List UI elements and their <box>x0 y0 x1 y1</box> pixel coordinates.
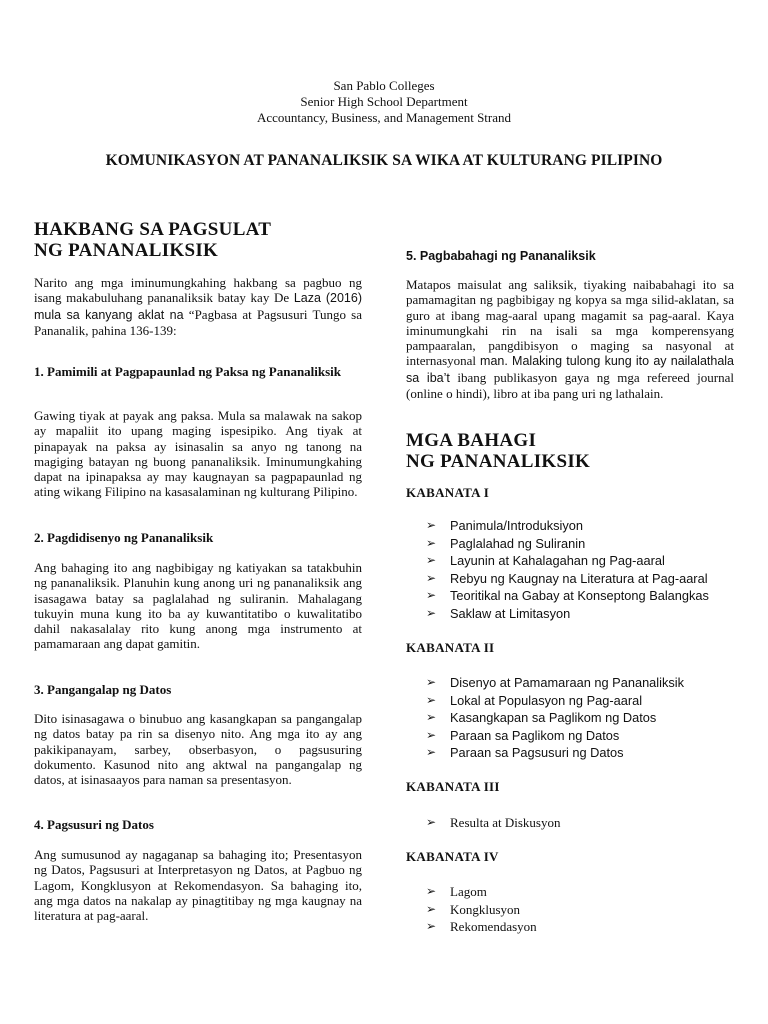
list-item: ➢ Rebyu ng Kaugnay na Literatura at Pag-aaral <box>426 570 708 586</box>
list-item: ➢ Rekomendasyon <box>426 919 537 934</box>
department-name: Senior High School Department <box>300 94 468 109</box>
parts-heading: MGA BAHAGI NG PANANALIKSIK <box>406 430 591 472</box>
arrow-bullet-icon: ➢ <box>426 570 437 585</box>
step-3-title: 3. Pangangalap ng Datos <box>34 682 172 697</box>
step-5-text: Matapos maisulat ang saliksik, tiyaking naibabahagi ito sa pamamagitan ng pagbibigay ng kopya sa mga silid-aklatan, sa guro at ibang mag-aaral upang magamit sa pag-aaral. Kaya iminumungkahi rin na isali sa mga komperensyang pampaaralan, pangdibisyon o maging sa nasyonal at internasyonal man. Malaking tulong kung ito ay nailalathala sa iba’t ibang publikasyon gaya ng mga refereed journal (online o hindi), libro at iba pang uri ng lathalain. <box>406 277 735 402</box>
arrow-bullet-icon: ➢ <box>426 675 437 689</box>
list-item: ➢ Paglalahad ng Suliranin <box>426 535 586 551</box>
list-item: ➢ Teoritikal na Gabay at Konseptong Balangkas <box>426 588 709 603</box>
school-name: San Pablo Colleges <box>333 78 435 93</box>
step-3-text: Dito isinasagawa o binubuo ang kasangkapan sa pangangalap ng datos batay pa rin sa disenyo nito. Ang mga ito ay ang pakikipanayam, sarbey, obserbasyon, o pagsusuring dokumento. Kasunod nito ang aktwal na pangangalap ng datos, at isinasaayos para naman sa presentasyon. <box>34 711 362 788</box>
arrow-bullet-icon: ➢ <box>426 535 437 550</box>
strand-name: Accountancy, Business, and Management Strand <box>256 110 512 125</box>
chapter-3-title: KABANATA III <box>406 779 500 794</box>
intro-paragraph: Narito ang mga iminumungkahing hakbang sa pagbuo ng isang makabuluhang pananaliksik batay kay De Laza (2016) mula sa kanyang aklat na “Pagbasa at Pagsusuri Tungo sa Pananalik, pahina 136-139: <box>34 275 363 338</box>
arrow-bullet-icon: ➢ <box>426 605 437 620</box>
list-item: ➢ Kasangkapan sa Paglikom ng Datos <box>426 710 657 725</box>
arrow-bullet-icon: ➢ <box>426 884 437 898</box>
arrow-bullet-icon: ➢ <box>426 745 437 759</box>
step-1-title: 1. Pamimili at Pagpapaunlad ng Paksa ng Pananaliksik <box>34 364 342 379</box>
arrow-bullet-icon: ➢ <box>426 901 437 916</box>
list-item: ➢ Saklaw at Limitasyon <box>426 605 571 621</box>
chapter-2-title: KABANATA II <box>406 640 495 655</box>
arrow-bullet-icon: ➢ <box>426 710 437 724</box>
list-item: ➢ Paraan sa Paglikom ng Datos <box>426 727 620 743</box>
step-4-text: Ang sumusunod ay nagaganap sa bahaging ito; Presentasyon ng Datos, Pagsusuri at Interpretasyon ng Datos, at Pagbuo ng Lagom, Kongklusyon at Rekomendasyon. Sa bahaging ito, ang mga datos na nakalap ay pinagtitibay ng mga kaugnay na literatura at pag-aaral. <box>34 847 362 924</box>
chapter-1-title: KABANATA I <box>406 485 490 500</box>
list-item: ➢ Lokal at Populasyon ng Pag-aaral <box>426 692 643 708</box>
arrow-bullet-icon: ➢ <box>426 815 437 829</box>
chapter-2-list <box>426 674 684 762</box>
document-title: KOMUNIKASYON AT PANANALIKSIK SA WIKA AT KULTURANG PILIPINO <box>105 152 663 169</box>
school-header <box>0 78 768 126</box>
list-item: ➢ Resulta at Diskusyon <box>426 815 561 830</box>
arrow-bullet-icon: ➢ <box>426 919 437 933</box>
list-item: ➢ Disenyo at Pamamaraan ng Pananaliksik <box>426 675 685 690</box>
step-1-text: Gawing tiyak at payak ang paksa. Mula sa malawak na sakop ay mapaliit ito upang maging ispesipiko. Ang tiyak at pinapayak na paksa ay isinasalin sa anyo ng tanong na magiging batayan ng buong pananaliksik. Iminumungkahing dapat na ipinapaksa ay may kaugnayan sa pagpapaunlad ng ating wikang Filipino na kasasalaminan ng kulturang Pilipino. <box>34 408 362 500</box>
step-2-text: Ang bahaging ito ang nagbibigay ng katiyakan sa tatakbuhin ng pananaliksik. Planuhin kung anong uri ng pananaliksik ang isasagawa batay sa paglalahad ng suliranin. Mahalagang tukuyin muna kung ito ba ay kuwantitatibo o kuwalitatibo dahil nakasalalay rito kung anong mga instrumento at pamamaraan ang dapat gamitin. <box>34 560 362 652</box>
list-item: ➢ Layunin at Kahalagahan ng Pag-aaral <box>426 553 665 568</box>
chapter-1-list <box>426 517 709 622</box>
chapter-4-title: KABANATA IV <box>406 849 499 864</box>
arrow-bullet-icon: ➢ <box>426 692 437 707</box>
arrow-bullet-icon: ➢ <box>426 553 437 567</box>
arrow-bullet-icon: ➢ <box>426 727 437 742</box>
step-2-title: 2. Pagdidisenyo ng Pananaliksik <box>34 530 214 545</box>
list-item: ➢ Kongklusyon <box>426 901 521 917</box>
arrow-bullet-icon: ➢ <box>426 588 437 602</box>
chapter-3-list <box>426 814 561 832</box>
list-item: ➢ Paraan sa Pagsusuri ng Datos <box>426 745 624 760</box>
arrow-bullet-icon: ➢ <box>426 518 437 532</box>
list-item: ➢ Lagom <box>426 884 487 899</box>
steps-heading: HAKBANG SA PAGSULAT NG PANANALIKSIK <box>34 219 272 261</box>
chapter-4-list <box>426 883 537 936</box>
step-5-title: 5. Pagbabahagi ng Pananaliksik <box>406 249 596 263</box>
step-4-title: 4. Pagsusuri ng Datos <box>34 817 154 832</box>
list-item: ➢ Panimula/Introduksiyon <box>426 518 584 533</box>
